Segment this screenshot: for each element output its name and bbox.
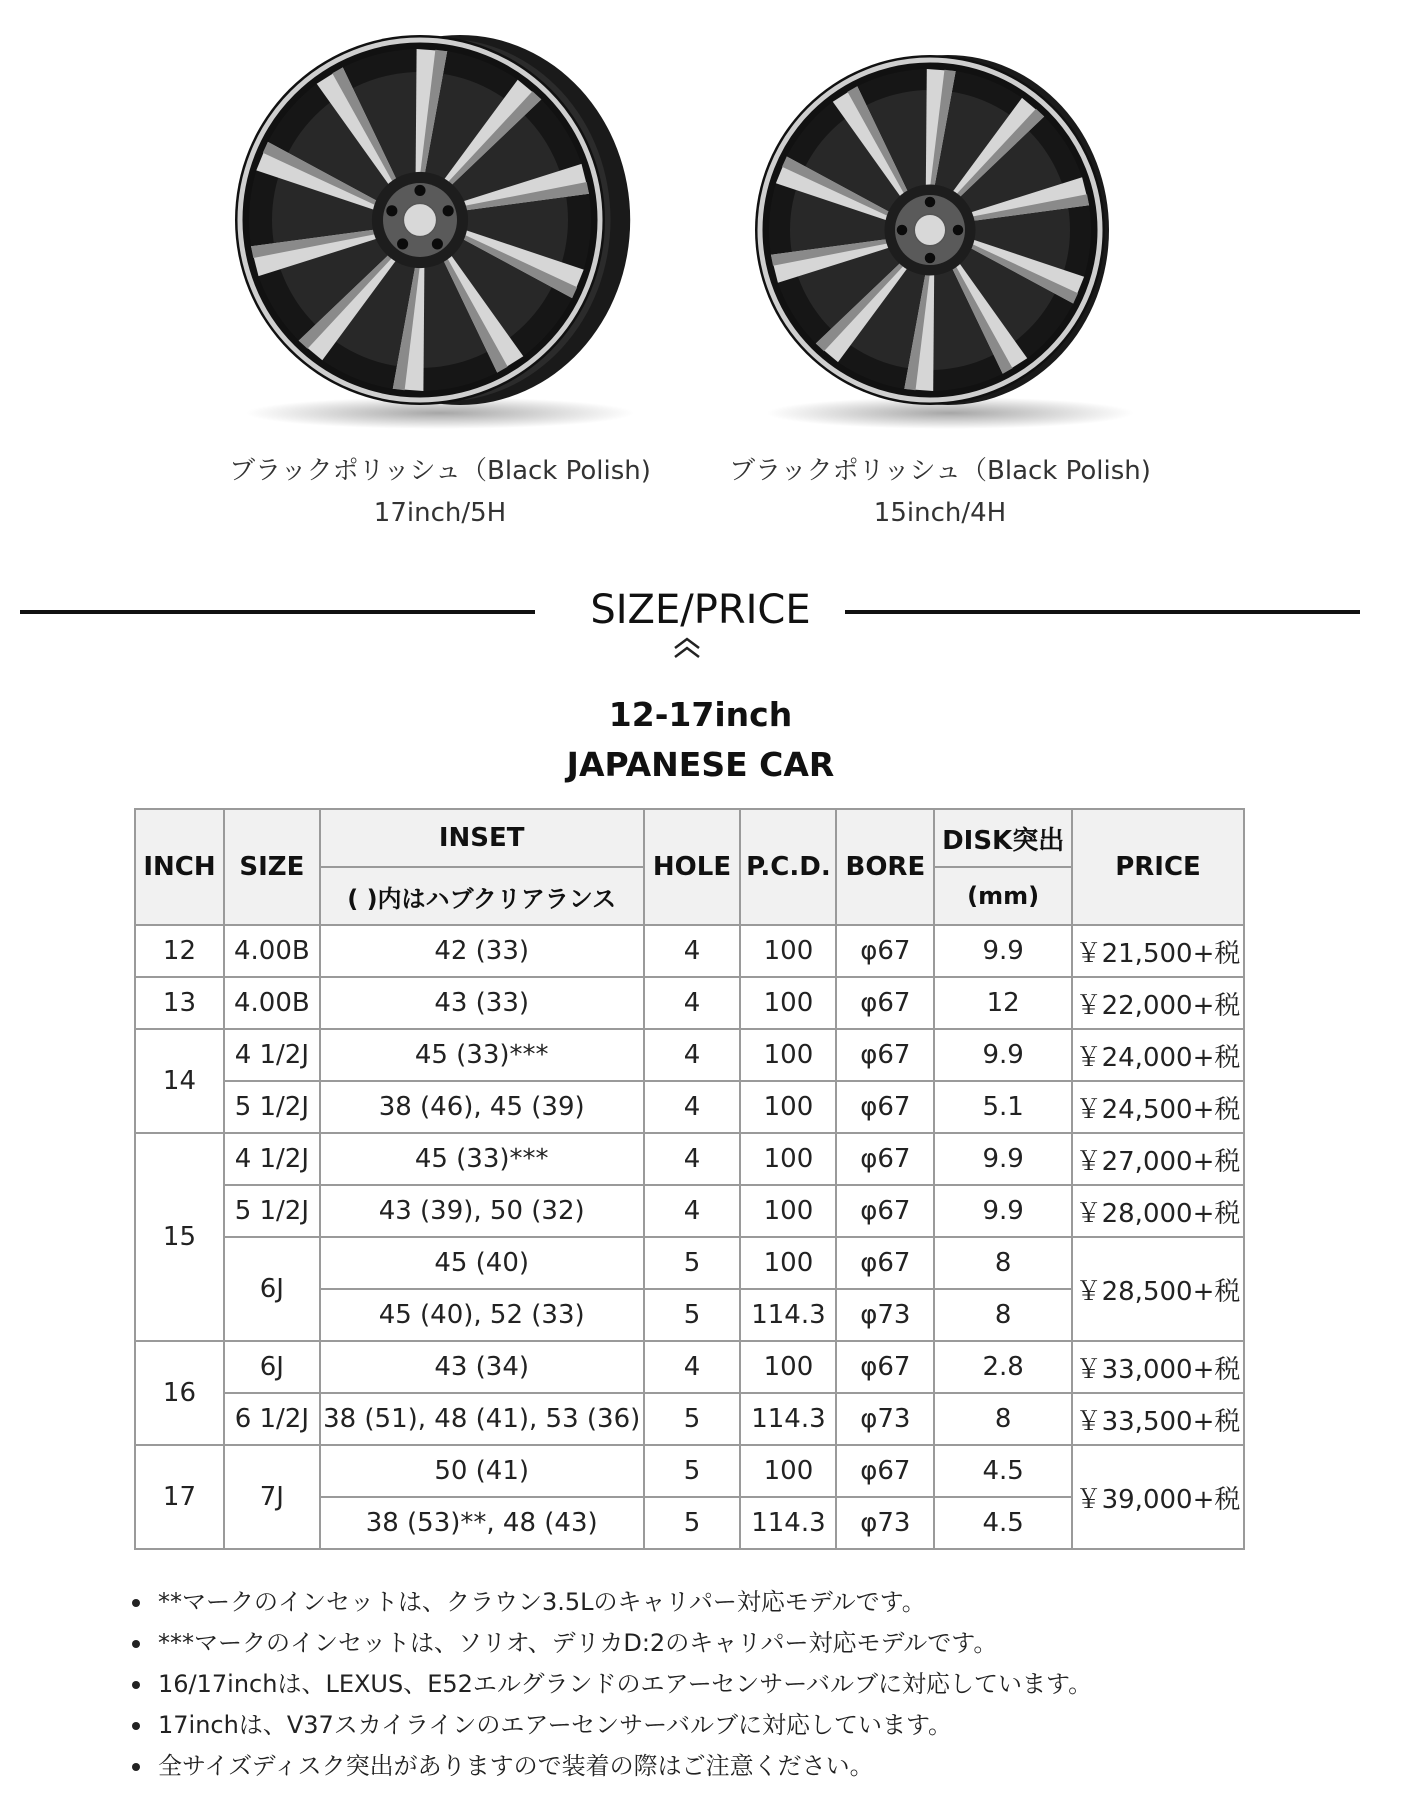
cell-inset: 45 (40), 52 (33): [320, 1289, 644, 1341]
cell-size: 5 1/2J: [224, 1185, 320, 1237]
cell-hole: 5: [644, 1393, 741, 1445]
cell-hole: 4: [644, 925, 741, 977]
cell-bore: φ67: [836, 1133, 934, 1185]
cell-inset: 38 (51), 48 (41), 53 (36): [320, 1393, 644, 1445]
cell-disk: 8: [934, 1289, 1072, 1341]
cell-inset: 43 (33): [320, 977, 644, 1029]
bullet: [132, 1722, 140, 1730]
cell-hole: 5: [644, 1237, 741, 1289]
table-row: [135, 1393, 1244, 1445]
cell-inset: 50 (41): [320, 1445, 644, 1497]
cell-hole: 4: [644, 977, 741, 1029]
cell-price: ￥28,500+税: [1072, 1237, 1244, 1341]
header-row: [135, 809, 1244, 867]
note-item: [130, 1705, 1092, 1746]
cell-size: 6J: [224, 1341, 320, 1393]
cell-price: ￥33,000+税: [1072, 1341, 1244, 1393]
cell-bore: φ73: [836, 1289, 934, 1341]
bullet: [132, 1681, 140, 1689]
double-chevron-up-icon: [672, 636, 702, 660]
divider-right: [845, 610, 1360, 614]
cell-pcd: 114.3: [740, 1289, 836, 1341]
cell-inset: 45 (33)***: [320, 1133, 644, 1185]
header-hole: HOLE: [644, 809, 741, 925]
cell-pcd: 100: [740, 1185, 836, 1237]
cell-disk: 9.9: [934, 1029, 1072, 1081]
cell-pcd: 100: [740, 1237, 836, 1289]
product-15inch: [720, 20, 1160, 534]
notes-list: [130, 1582, 1092, 1787]
note-text: 全サイズディスク突出がありますので装着の際はご注意ください。: [158, 1752, 874, 1780]
cell-price: ￥22,000+税: [1072, 977, 1244, 1029]
wheel-image-15inch: [730, 20, 1150, 450]
cell-size: 6 1/2J: [224, 1393, 320, 1445]
cell-disk: 9.9: [934, 1133, 1072, 1185]
wheel-image-17inch: [220, 20, 660, 450]
table-heading: [0, 690, 1401, 790]
header-inch: INCH: [135, 809, 224, 925]
table-row: [135, 1237, 1244, 1289]
note-text: 16/17inchは、LEXUS、E52エルグランドのエアーセンサーバルブに対応しています。: [158, 1670, 1093, 1698]
cell-inset: 45 (33)***: [320, 1029, 644, 1081]
cell-disk: 9.9: [934, 925, 1072, 977]
cell-hole: 4: [644, 1341, 741, 1393]
table-row: [135, 1341, 1244, 1393]
cell-price: ￥39,000+税: [1072, 1445, 1244, 1549]
table-row: [135, 925, 1244, 977]
cell-bore: φ67: [836, 1341, 934, 1393]
cell-size: 4 1/2J: [224, 1133, 320, 1185]
cell-bore: φ73: [836, 1393, 934, 1445]
cell-pcd: 100: [740, 977, 836, 1029]
cell-hole: 4: [644, 1081, 741, 1133]
table-row: [135, 977, 1244, 1029]
cell-inch: 17: [135, 1445, 224, 1549]
note-item: [130, 1582, 1092, 1623]
cell-hole: 4: [644, 1133, 741, 1185]
size-price-table: [134, 808, 1245, 1550]
cell-bore: φ67: [836, 1185, 934, 1237]
cell-pcd: 114.3: [740, 1393, 836, 1445]
cell-bore: φ67: [836, 1237, 934, 1289]
product-spec: 17inch/5H: [373, 498, 507, 528]
header-inset-sub: ( )内はハブクリアランス: [320, 867, 644, 925]
header-inset: INSET: [320, 809, 644, 867]
cell-price: ￥27,000+税: [1072, 1133, 1244, 1185]
cell-inset: 38 (53)**, 48 (43): [320, 1497, 644, 1549]
cell-price: ￥21,500+税: [1072, 925, 1244, 977]
cell-inset: 43 (39), 50 (32): [320, 1185, 644, 1237]
cell-bore: φ67: [836, 1029, 934, 1081]
cell-size: 4.00B: [224, 977, 320, 1029]
table-row: [135, 1081, 1244, 1133]
bullet: [132, 1599, 140, 1607]
header-disk: DISK突出: [934, 809, 1072, 867]
note-item: [130, 1746, 1092, 1787]
cell-pcd: 114.3: [740, 1497, 836, 1549]
table-row: [135, 1185, 1244, 1237]
section-header: [0, 580, 1401, 670]
header-pcd: P.C.D.: [740, 809, 836, 925]
note-item: [130, 1664, 1092, 1705]
cell-disk: 2.8: [934, 1341, 1072, 1393]
cell-inch: 15: [135, 1133, 224, 1341]
cell-disk: 8: [934, 1237, 1072, 1289]
cell-disk: 9.9: [934, 1185, 1072, 1237]
cell-hole: 5: [644, 1497, 741, 1549]
header-price: PRICE: [1072, 809, 1244, 925]
header-disk-sub: (mm): [934, 867, 1072, 925]
product-17inch: [210, 20, 670, 534]
table-row: [135, 1445, 1244, 1497]
cell-hole: 4: [644, 1029, 741, 1081]
cell-inset: 45 (40): [320, 1237, 644, 1289]
cell-bore: φ67: [836, 1445, 934, 1497]
cell-bore: φ67: [836, 977, 934, 1029]
product-images: [0, 0, 1401, 560]
car-category: JAPANESE CAR: [566, 745, 835, 784]
cell-disk: 12: [934, 977, 1072, 1029]
cell-inset: 38 (46), 45 (39): [320, 1081, 644, 1133]
bullet: [132, 1763, 140, 1771]
inch-range: 12-17inch: [608, 695, 793, 734]
cell-inset: 43 (34): [320, 1341, 644, 1393]
note-text: 17inchは、V37スカイラインのエアーセンサーバルブに対応しています。: [158, 1711, 953, 1739]
cell-pcd: 100: [740, 925, 836, 977]
product-spec: 15inch/4H: [873, 498, 1007, 528]
header-size: SIZE: [224, 809, 320, 925]
cell-price: ￥24,000+税: [1072, 1029, 1244, 1081]
cell-price: ￥33,500+税: [1072, 1393, 1244, 1445]
cell-pcd: 100: [740, 1081, 836, 1133]
cell-bore: φ67: [836, 1081, 934, 1133]
cell-hole: 5: [644, 1289, 741, 1341]
product-finish: ブラックポリッシュ（Black Polish): [229, 456, 651, 486]
cell-bore: φ67: [836, 925, 934, 977]
cell-size: 7J: [224, 1445, 320, 1549]
note-text: **マークのインセットは、クラウン3.5Lのキャリパー対応モデルです。: [158, 1588, 926, 1616]
cell-size: 5 1/2J: [224, 1081, 320, 1133]
cell-size: 6J: [224, 1237, 320, 1341]
cell-price: ￥24,500+税: [1072, 1081, 1244, 1133]
cell-price: ￥28,000+税: [1072, 1185, 1244, 1237]
cell-pcd: 100: [740, 1133, 836, 1185]
cell-inch: 14: [135, 1029, 224, 1133]
cell-size: 4.00B: [224, 925, 320, 977]
note-item: [130, 1623, 1092, 1664]
table-row: [135, 1133, 1244, 1185]
cell-disk: 4.5: [934, 1497, 1072, 1549]
cell-inch: 12: [135, 925, 224, 977]
cell-pcd: 100: [740, 1445, 836, 1497]
cell-inch: 13: [135, 977, 224, 1029]
cell-disk: 4.5: [934, 1445, 1072, 1497]
bullet: [132, 1640, 140, 1648]
header-bore: BORE: [836, 809, 934, 925]
cell-inch: 16: [135, 1341, 224, 1445]
cell-bore: φ73: [836, 1497, 934, 1549]
section-title: SIZE/PRICE: [590, 587, 811, 633]
cell-disk: 8: [934, 1393, 1072, 1445]
product-finish: ブラックポリッシュ（Black Polish): [729, 456, 1151, 486]
cell-hole: 5: [644, 1445, 741, 1497]
table-row: [135, 1029, 1244, 1081]
cell-disk: 5.1: [934, 1081, 1072, 1133]
cell-pcd: 100: [740, 1029, 836, 1081]
cell-hole: 4: [644, 1185, 741, 1237]
cell-size: 4 1/2J: [224, 1029, 320, 1081]
note-text: ***マークのインセットは、ソリオ、デリカD:2のキャリパー対応モデルです。: [158, 1629, 998, 1657]
cell-inset: 42 (33): [320, 925, 644, 977]
cell-pcd: 100: [740, 1341, 836, 1393]
